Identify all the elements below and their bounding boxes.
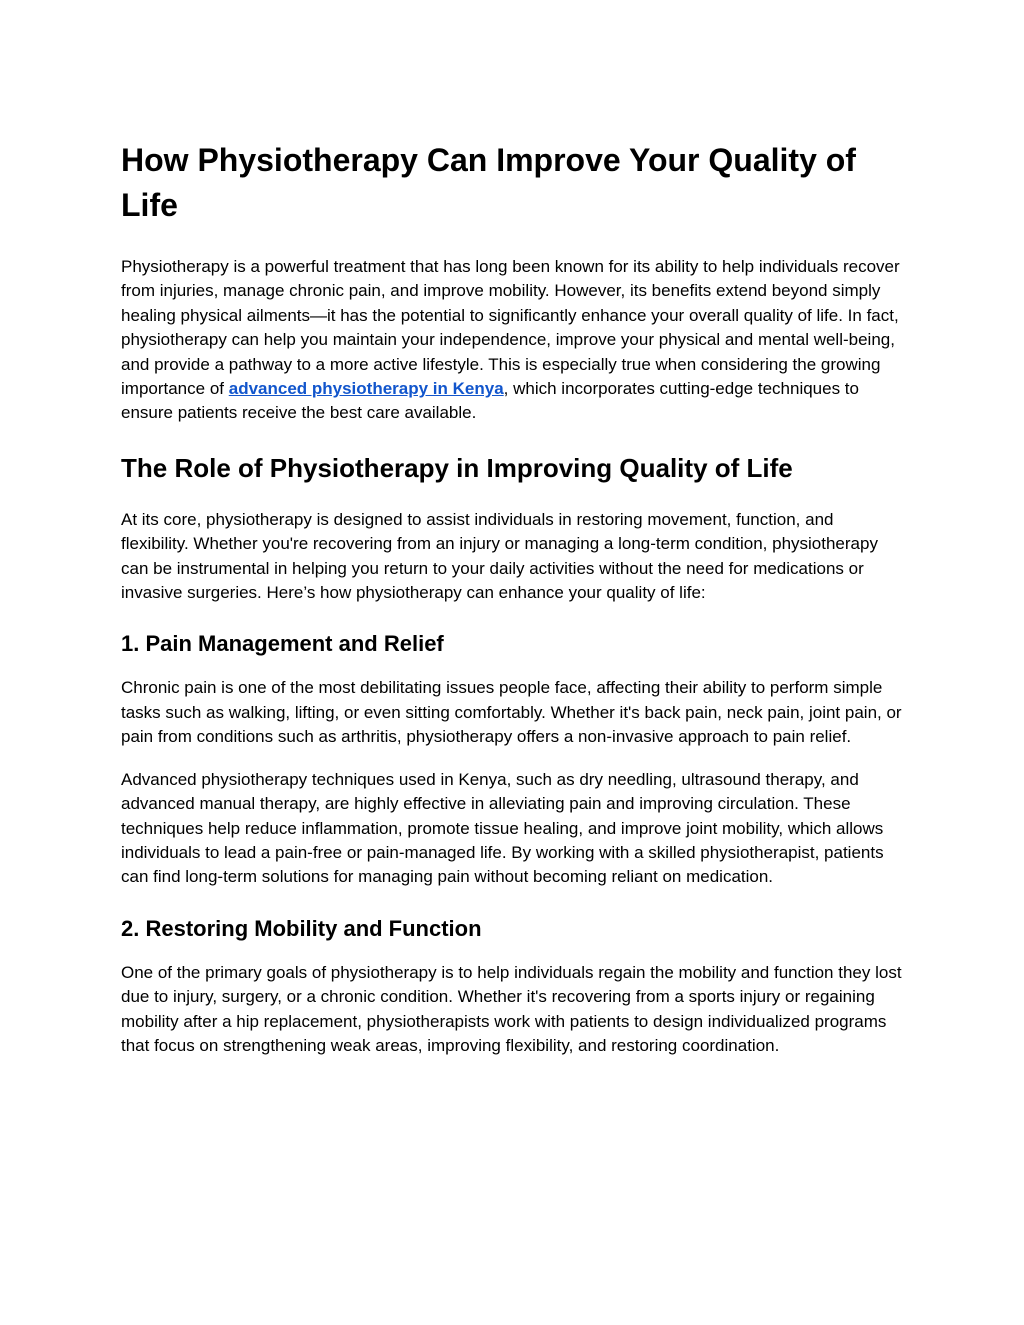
intro-paragraph [121, 255, 905, 426]
mobility-paragraph-1: One of the primary goals of physiotherapy is to help individuals regain the mobility and function they lost due to injury, surgery, or a chronic condition. Whether it's recovering from a sports injury or regaining mobility after a hip replacement, physiotherapists work with patients to design individualized programs that focus on strengthening weak areas, improving flexibility, and restoring coordination. [121, 962, 902, 1055]
section-intro-paragraph: At its core, physiotherapy is designed to assist individuals in restoring movement, function, and flexibility. Whether you're recovering from an injury or managing a long-term condition, physiotherapy can be instrumental in helping you return to your daily activities without the need for medications or invasive surgeries. Here’s how physiotherapy can enhance your quality of life: [121, 509, 878, 603]
subsection-heading-mobility: 2. Restoring Mobility and Function [121, 915, 482, 941]
subsection-heading-pain: 1. Pain Management and Relief [121, 631, 444, 657]
advanced-physiotherapy-link[interactable]: advanced physiotherapy in Kenya [228, 379, 504, 399]
section-heading: The Role of Physiotherapy in Improving Quality of Life [121, 452, 793, 483]
pain-paragraph-2: Advanced physiotherapy techniques used in Kenya, such as dry needling, ultrasound therapy, and advanced manual therapy, are highly effective in alleviating pain and improving circulation. These techniques help reduce inflammation, promote tissue healing, and improve joint mobility, which allows individuals to lead a pain-free or pain-managed life. By working with a skilled physiotherapist, patients can find long-term solutions for managing pain without becoming reliant on medication. [121, 769, 884, 887]
document-page [121, 138, 905, 1076]
intro-text-after-link: , which incorporates cutting-edge techniques to ensure patients receive the best care available. [121, 379, 859, 423]
page-title: How Physiotherapy Can Improve Your Quality of Life [121, 142, 856, 223]
pain-paragraph-1: Chronic pain is one of the most debilitating issues people face, affecting their ability to perform simple tasks such as walking, lifting, or even sitting comfortably. Whether it's back pain, neck pain, joint pain, or pain from conditions such as arthritis, physiotherapy offers a non-invasive approach to pain relief. [121, 678, 902, 747]
intro-text-before-link: Physiotherapy is a powerful treatment that has long been known for its ability to help individuals recover from injuries, manage chronic pain, and improve mobility. However, its benefits extend beyond simply healing physical ailments—it has the potential to significantly enhance your overall quality of life. In fact, physiotherapy can help you maintain your independence, improve your physical and mental well-being, and provide a pathway to a more active lifestyle. This is especially true when considering the growing importance of [121, 257, 900, 399]
